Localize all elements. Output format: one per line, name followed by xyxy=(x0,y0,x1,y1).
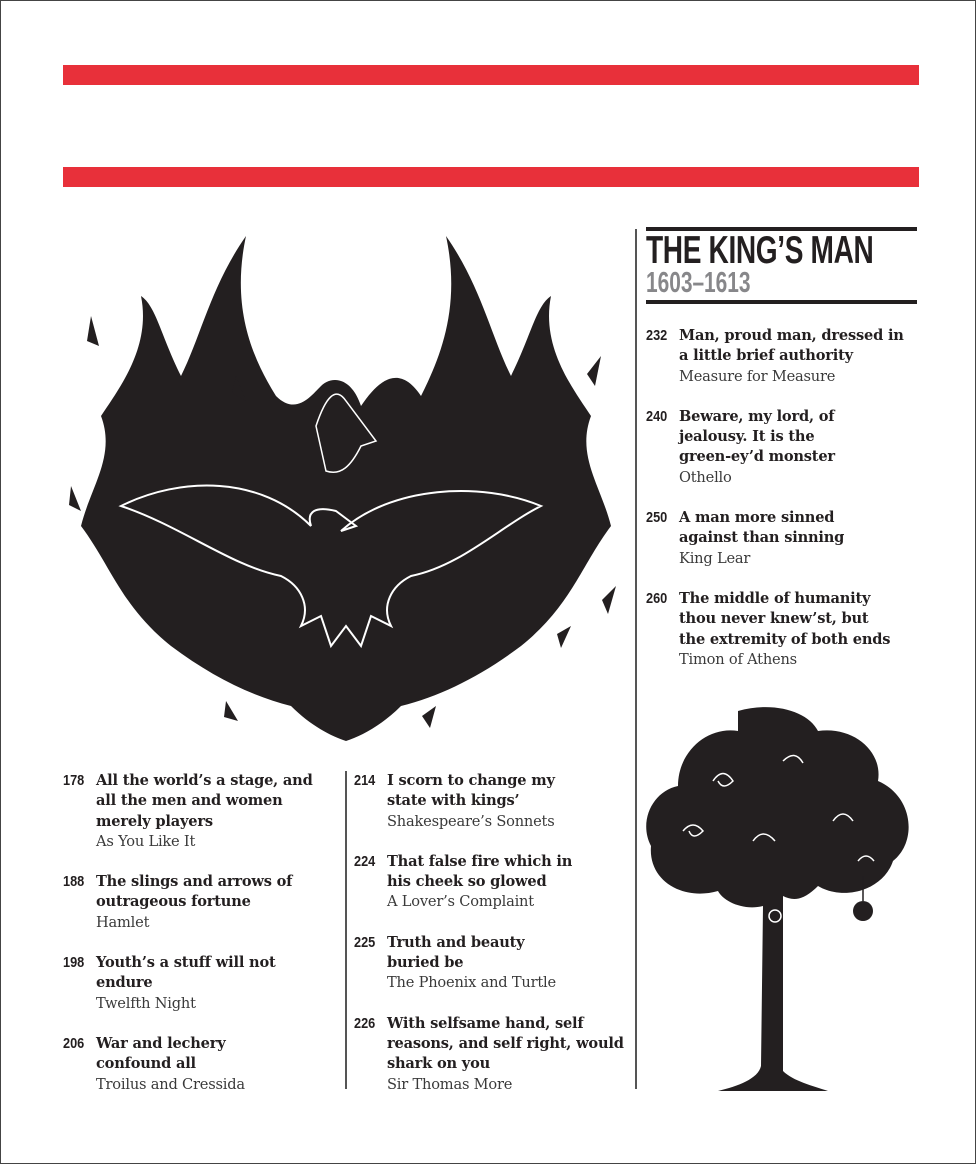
source: Othello xyxy=(679,468,732,486)
quote: Beware, my lord, of jealousy. It is the green-ey’d monster xyxy=(679,407,835,466)
list-item xyxy=(646,508,921,569)
tree-illustration xyxy=(643,701,923,1096)
page-number: 188 xyxy=(63,873,85,891)
source: Hamlet xyxy=(96,913,150,931)
page-number: 198 xyxy=(63,954,85,972)
column-divider-middle xyxy=(345,771,347,1089)
red-bar-bottom xyxy=(63,167,919,187)
source: Measure for Measure xyxy=(679,367,836,385)
quote: That false fire which in his cheek so glowed xyxy=(387,852,573,891)
quote: The slings and arrows of outrageous fortune xyxy=(96,873,293,911)
source: King Lear xyxy=(679,549,751,567)
list-item xyxy=(354,771,629,832)
source: Shakespeare’s Sonnets xyxy=(387,812,555,830)
middle-column-list xyxy=(354,771,629,1115)
source: Sir Thomas More xyxy=(387,1075,513,1093)
list-item xyxy=(646,326,921,387)
section-dates: 1603–1613 xyxy=(646,267,751,299)
quote: Man, proud man, dressed in a little brief authority xyxy=(679,327,904,365)
list-item xyxy=(646,407,921,488)
quote: Truth and beauty buried be xyxy=(387,933,525,972)
list-item xyxy=(63,953,338,1014)
list-item xyxy=(354,1014,629,1095)
quote: The middle of humanity thou never knew’st, but the extremity of both ends xyxy=(679,589,891,648)
page-number: 206 xyxy=(63,1034,85,1052)
column-divider-right xyxy=(635,229,637,1089)
list-item xyxy=(354,933,629,994)
page-number: 240 xyxy=(646,407,668,425)
source: Troilus and Cressida xyxy=(96,1075,245,1093)
list-item xyxy=(63,1034,338,1095)
page-number: 214 xyxy=(354,772,376,789)
quote: A man more sinned against than sinning xyxy=(679,509,845,547)
list-item xyxy=(63,771,338,852)
phoenix-illustration xyxy=(61,226,631,746)
list-item xyxy=(646,589,921,670)
list-item xyxy=(63,872,338,933)
source: Twelfth Night xyxy=(96,994,196,1012)
source: The Phoenix and Turtle xyxy=(387,974,556,992)
quote: War and lechery confound all xyxy=(96,1034,226,1073)
section-title: THE KING’S MAN xyxy=(646,229,874,272)
right-column-list xyxy=(646,326,921,690)
list-item xyxy=(354,852,629,913)
page-number: 225 xyxy=(354,933,376,951)
source: As You Like It xyxy=(96,832,196,850)
left-column-list xyxy=(63,771,338,1115)
quote: With selfsame hand, self reasons, and self right, would shark on you xyxy=(387,1014,624,1073)
section-rule-bottom xyxy=(646,300,917,304)
quote: I scorn to change my state with kings’ xyxy=(387,772,555,810)
source: A Lover’s Complaint xyxy=(387,893,534,911)
quote: All the world’s a stage, and all the men and women merely players xyxy=(96,772,313,830)
red-bar-top xyxy=(63,65,919,85)
page-number: 178 xyxy=(63,772,85,789)
page-number: 260 xyxy=(646,589,668,607)
quote: Youth’s a stuff will not endure xyxy=(96,954,276,992)
page-number: 226 xyxy=(354,1014,376,1032)
page-number: 224 xyxy=(354,852,376,870)
page-number: 232 xyxy=(646,327,668,344)
page-number: 250 xyxy=(646,509,668,527)
source: Timon of Athens xyxy=(679,650,797,668)
